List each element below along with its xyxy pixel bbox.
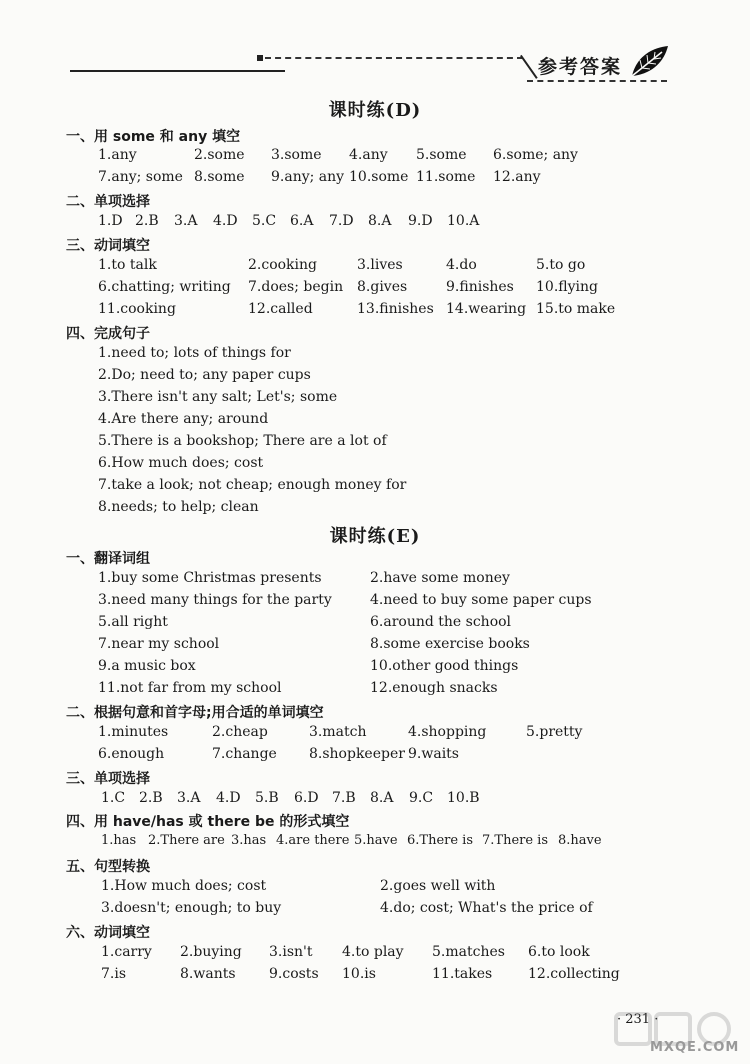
header-title: 参考答案 — [538, 56, 623, 78]
answer: 4.D — [213, 213, 238, 229]
answer: 5.C — [252, 213, 277, 229]
page-number: · 231 · — [617, 1012, 659, 1027]
answer: 3.lives — [357, 257, 403, 273]
answer: 1.carry — [101, 944, 152, 960]
e-q3-title: 三、单项选择 — [66, 771, 150, 787]
d-q4-line: 4.Are there any; around — [98, 411, 269, 427]
answer: 7.There is — [482, 833, 549, 848]
answer: 2.There are — [148, 833, 225, 848]
answer: 12.enough snacks — [370, 680, 498, 696]
e-q4-title: 四、用 have/has 或 there be 的形式填空 — [66, 814, 350, 830]
leaf-icon — [628, 44, 670, 80]
d-q1-title: 一、用 some 和 any 填空 — [66, 129, 241, 145]
answer: 7.B — [332, 790, 356, 806]
answer: 3.doesn't; enough; to buy — [101, 900, 282, 916]
answer: 10.B — [447, 790, 480, 806]
answer: 6.around the school — [370, 614, 512, 630]
answer: 12.collecting — [528, 966, 620, 982]
answer: 4.shopping — [408, 724, 487, 740]
answer: 10.other good things — [370, 658, 519, 674]
d-q4-line: 2.Do; need to; any paper cups — [98, 367, 311, 383]
answer: 11.takes — [432, 966, 493, 982]
e-q6-title: 六、动词填空 — [66, 925, 150, 941]
answer: 5.pretty — [526, 724, 583, 740]
header-dot — [257, 55, 263, 61]
answer: 2.have some money — [370, 570, 510, 586]
answer: 1.minutes — [98, 724, 169, 740]
answer: 9.D — [408, 213, 433, 229]
d-q4-line: 3.There isn't any salt; Let's; some — [98, 389, 338, 405]
answer: 11.some — [416, 169, 476, 185]
answer: 1.How much does; cost — [101, 878, 267, 894]
answer: 6.to look — [528, 944, 590, 960]
answer: 4.are there — [276, 833, 350, 848]
answer: 11.not far from my school — [98, 680, 282, 696]
e-q1-title: 一、翻译词组 — [66, 551, 150, 567]
answer: 7.does; begin — [248, 279, 344, 295]
answer: 5.to go — [536, 257, 586, 273]
answer: 1.buy some Christmas presents — [98, 570, 322, 586]
answer: 8.have — [558, 833, 602, 848]
answer: 3.match — [309, 724, 367, 740]
answer: 12.any — [493, 169, 541, 185]
e-q5-title: 五、句型转换 — [66, 859, 150, 875]
answer: 3.need many things for the party — [98, 592, 332, 608]
answer: 5.matches — [432, 944, 505, 960]
d-q4-line: 6.How much does; cost — [98, 455, 264, 471]
answer: 9.a music box — [98, 658, 196, 674]
answer: 3.some — [271, 147, 322, 163]
answer: 6.There is — [407, 833, 474, 848]
answer: 1.D — [98, 213, 123, 229]
d-q2-title: 二、单项选择 — [66, 194, 150, 210]
d-q4-line: 1.need to; lots of things for — [98, 345, 291, 361]
answer: 10.flying — [536, 279, 598, 295]
answer: 5.B — [255, 790, 279, 806]
answer: 3.isn't — [269, 944, 313, 960]
d-q3-title: 三、动词填空 — [66, 238, 150, 254]
answer: 10.some — [349, 169, 409, 185]
header-slash — [520, 55, 538, 79]
answer: 5.all right — [98, 614, 168, 630]
answer: 7.change — [212, 746, 277, 762]
d-q4-line: 8.needs; to help; clean — [98, 499, 259, 515]
answer: 9.costs — [269, 966, 319, 982]
answer: 8.shopkeeper — [309, 746, 405, 762]
answer: 4.any — [349, 147, 388, 163]
section-e-title: 课时练(E) — [329, 526, 421, 547]
answer: 1.any — [98, 147, 137, 163]
answer: 2.buying — [180, 944, 242, 960]
answer: 14.wearing — [446, 301, 527, 317]
answer: 2.cheap — [212, 724, 268, 740]
answer: 5.some — [416, 147, 467, 163]
answer: 13.finishes — [357, 301, 434, 317]
answer: 8.wants — [180, 966, 236, 982]
answer: 3.A — [177, 790, 201, 806]
answer: 6.enough — [98, 746, 165, 762]
answer: 8.A — [370, 790, 394, 806]
answer: 6.chatting; writing — [98, 279, 231, 295]
answer: 1.has — [101, 833, 137, 848]
answer: 10.is — [342, 966, 376, 982]
answer: 7.D — [329, 213, 354, 229]
section-d-title: 课时练(D) — [328, 100, 422, 121]
header-dashed-rule — [265, 57, 523, 59]
answer: 2.B — [135, 213, 159, 229]
answer: 6.some; any — [493, 147, 578, 163]
answer: 4.do; cost; What's the price of — [380, 900, 593, 916]
answer: 4.D — [216, 790, 241, 806]
answer: 9.any; any — [271, 169, 345, 185]
answer: 7.is — [101, 966, 127, 982]
answer: 1.to talk — [98, 257, 157, 273]
d-q4-title: 四、完成句子 — [66, 326, 150, 342]
e-q2-title: 二、根据句意和首字母;用合适的单词填空 — [66, 705, 324, 721]
answer: 8.some — [194, 169, 245, 185]
answer: 4.do — [446, 257, 477, 273]
answer: 7.any; some — [98, 169, 183, 185]
answer: 2.cooking — [248, 257, 317, 273]
answer: 8.A — [368, 213, 392, 229]
answer: 2.B — [139, 790, 163, 806]
answer: 1.C — [101, 790, 126, 806]
header-dashed-underline — [527, 80, 667, 82]
answer: 5.have — [354, 833, 398, 848]
answer: 6.D — [294, 790, 319, 806]
header-rule — [70, 70, 285, 72]
answer: 9.C — [409, 790, 434, 806]
answer: 4.to play — [342, 944, 404, 960]
answer: 2.goes well with — [380, 878, 496, 894]
answer: 10.A — [447, 213, 480, 229]
answer: 8.some exercise books — [370, 636, 530, 652]
answer: 11.cooking — [98, 301, 176, 317]
answer: 3.has — [231, 833, 267, 848]
d-q4-line: 5.There is a bookshop; There are a lot of — [98, 433, 387, 449]
answer: 7.near my school — [98, 636, 220, 652]
answer: 6.A — [290, 213, 314, 229]
answer: 9.waits — [408, 746, 459, 762]
answer: 3.A — [174, 213, 198, 229]
answer: 12.called — [248, 301, 313, 317]
answer: 2.some — [194, 147, 245, 163]
watermark-text: MXQE.COM — [650, 1040, 740, 1055]
d-q4-line: 7.take a look; not cheap; enough money for — [98, 477, 407, 493]
answer: 8.gives — [357, 279, 408, 295]
answer: 9.finishes — [446, 279, 514, 295]
answer: 4.need to buy some paper cups — [370, 592, 592, 608]
answer: 15.to make — [536, 301, 616, 317]
